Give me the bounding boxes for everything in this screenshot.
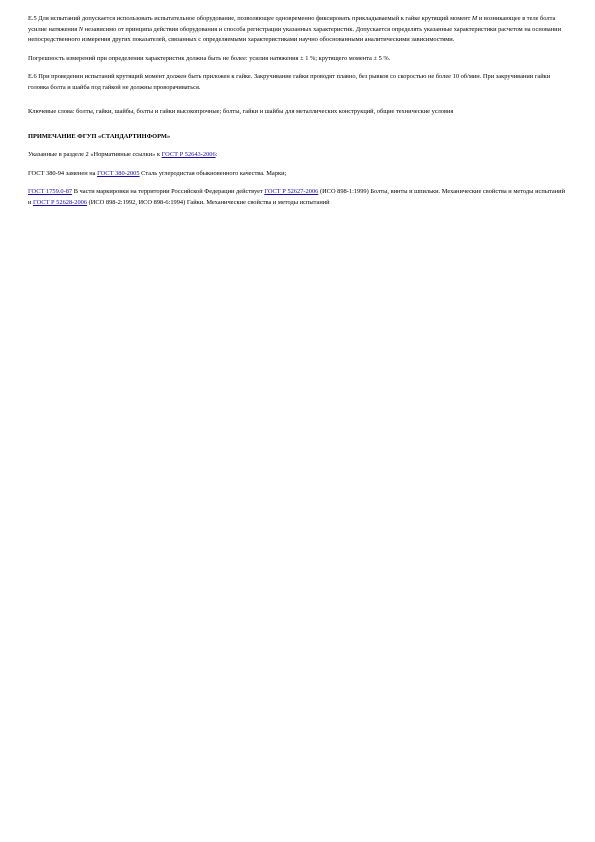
- paragraph-e6: Е.6 При проведении испытаний крутящий момент должен быть приложен к гайке. Закручивание гайки проводят плавно, без рывков со скоростью не более 10 об/мин. При закручивании гайки головка болта и шайба под гайкой не должны проворачиваться.: [28, 73, 551, 91]
- note-heading: ПРИМЕЧАНИЕ ФГУП «СТАНДАРТИНФОРМ»: [28, 132, 171, 140]
- variable-n: N: [78, 25, 84, 33]
- note-line-3: [28, 187, 570, 208]
- e5-text-2: и возникающее в теле болта усилие натяжения: [28, 15, 556, 33]
- paragraph-keywords: Ключевые слова: болты, гайки, шайбы, болты и гайки высокопрочные; болты, гайки и шайбы для металлических конструкций, общие технические условия: [28, 108, 454, 115]
- link-gost-r-52643-2006[interactable]: ГОСТ Р 52643-2006: [161, 151, 216, 158]
- e5-text-1: Е.5 Для испытаний допускается использовать испытательное оборудование, позволяющее одновременно фиксировать прикладываемый к гайке крутящий момент: [28, 15, 472, 22]
- note-line-1-text: Указанные в разделе 2 «Нормативные ссылки» к: [28, 151, 162, 158]
- note-line-1: [28, 150, 570, 161]
- link-gost-1759-0-87[interactable]: ГОСТ 1759.0-87: [28, 188, 73, 195]
- paragraph-e5: [28, 14, 570, 46]
- link-gost-r-52628-2006[interactable]: ГОСТ Р 52628-2006: [33, 198, 88, 206]
- variable-m: М: [471, 15, 478, 22]
- link-gost-r-52627-2006[interactable]: ГОСТ Р 52627-2006: [264, 188, 319, 195]
- note-line-3-text-3: (ИСО 898-2:1992, ИСО 898-6:1994) Гайки. Механические свойства и методы испытаний: [87, 198, 330, 206]
- note-line-3-text-1: В части маркировки на территории Российской Федерации действует: [72, 188, 265, 195]
- note-line-2-text-1: ГОСТ 380-94 заменен на: [28, 169, 98, 177]
- e5-text-3: независимо от принципа действия оборудования и способа регистрации указанных характеристик. Допускается определять указанные характеристики расчетом на основании непосредственного измерения других показателей, связанных с определяемыми характеристиками научно обоснованными аналитическими зависимостями.: [28, 25, 562, 43]
- note-line-2: [28, 169, 570, 180]
- note-line-2-text-2: Сталь углеродистая обыкновенного качества. Марки;: [139, 169, 287, 177]
- paragraph-accuracy: Погрешность измерений при определении характеристик должна быть не более: усилия натяжения ± 1 %; крутящего момента ± 5 %.: [28, 54, 391, 62]
- link-gost-380-2005[interactable]: ГОСТ 380-2005: [97, 169, 140, 177]
- note-line-3-text-2: (ИСО 898-1:1999) Болты, винты и шпильки. Механические свойства и методы испытаний и: [28, 188, 566, 206]
- document-page: [28, 14, 570, 214]
- note-line-1-end: :: [215, 151, 218, 158]
